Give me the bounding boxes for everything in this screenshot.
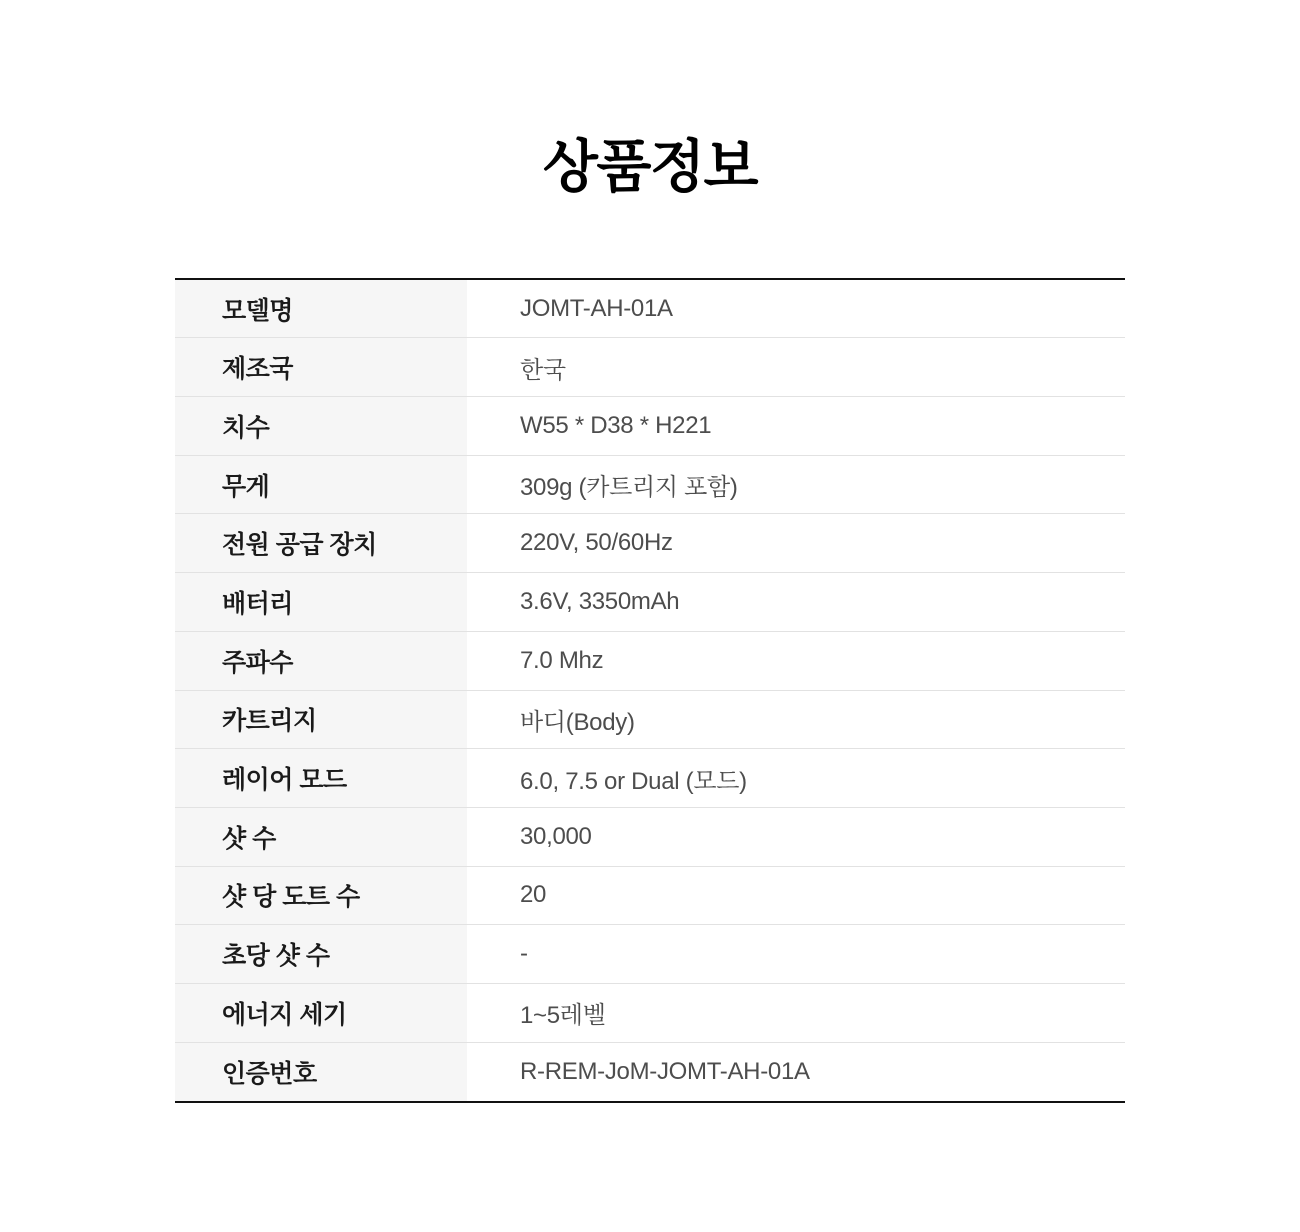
- spec-value: 30,000: [520, 822, 592, 850]
- page-title: 상품정보: [542, 135, 758, 199]
- spec-value: 220V, 50/60Hz: [520, 529, 673, 557]
- spec-value: R-REM-JoM-JOMT-AH-01A: [520, 1057, 810, 1085]
- spec-value: 6.0, 7.5 or Dual (모드): [520, 767, 747, 795]
- spec-label: 레이어 모드: [175, 749, 467, 807]
- spec-label: 전원 공급 장치: [175, 514, 467, 572]
- spec-row-cartridge: [175, 691, 1125, 750]
- spec-row-shot-count: [175, 808, 1125, 867]
- spec-value: 3.6V, 3350mAh: [520, 587, 680, 615]
- spec-label: 배터리: [175, 573, 467, 631]
- spec-label: 샷 수: [175, 808, 467, 866]
- spec-label: 에너지 세기: [175, 984, 467, 1042]
- spec-row-country: [175, 338, 1125, 397]
- spec-value: JOMT-AH-01A: [520, 294, 673, 322]
- spec-row-model-name: [175, 280, 1125, 339]
- spec-label: 카트리지: [175, 691, 467, 749]
- spec-label: 모델명: [175, 280, 467, 338]
- spec-value: 7.0 Mhz: [520, 646, 604, 674]
- spec-label: 인증번호: [175, 1043, 467, 1102]
- spec-label: 샷 당 도트 수: [175, 867, 467, 925]
- spec-row-dots-per-shot: [175, 867, 1125, 926]
- spec-row-frequency: [175, 632, 1125, 691]
- product-spec-table: [175, 278, 1125, 1104]
- spec-label: 무게: [175, 456, 467, 514]
- spec-row-layer-mode: [175, 749, 1125, 808]
- spec-value: 309g (카트리지 포함): [520, 474, 738, 502]
- spec-value: 1~5레벨: [520, 1002, 606, 1030]
- spec-value: 한국: [520, 356, 566, 384]
- spec-row-weight: [175, 456, 1125, 515]
- spec-row-shots-per-second: [175, 925, 1125, 984]
- spec-row-energy-level: [175, 984, 1125, 1043]
- spec-value: 20: [520, 881, 547, 909]
- spec-label: 치수: [175, 397, 467, 455]
- spec-label: 주파수: [175, 632, 467, 690]
- spec-value: 바디(Body): [520, 708, 635, 736]
- spec-row-certification-number: [175, 1043, 1125, 1102]
- spec-value: W55 * D38 * H221: [520, 411, 712, 439]
- spec-label: 제조국: [175, 338, 467, 396]
- spec-value: -: [520, 940, 528, 968]
- spec-row-battery: [175, 573, 1125, 632]
- spec-row-power-supply: [175, 514, 1125, 573]
- spec-row-dimensions: [175, 397, 1125, 456]
- spec-label: 초당 샷 수: [175, 925, 467, 983]
